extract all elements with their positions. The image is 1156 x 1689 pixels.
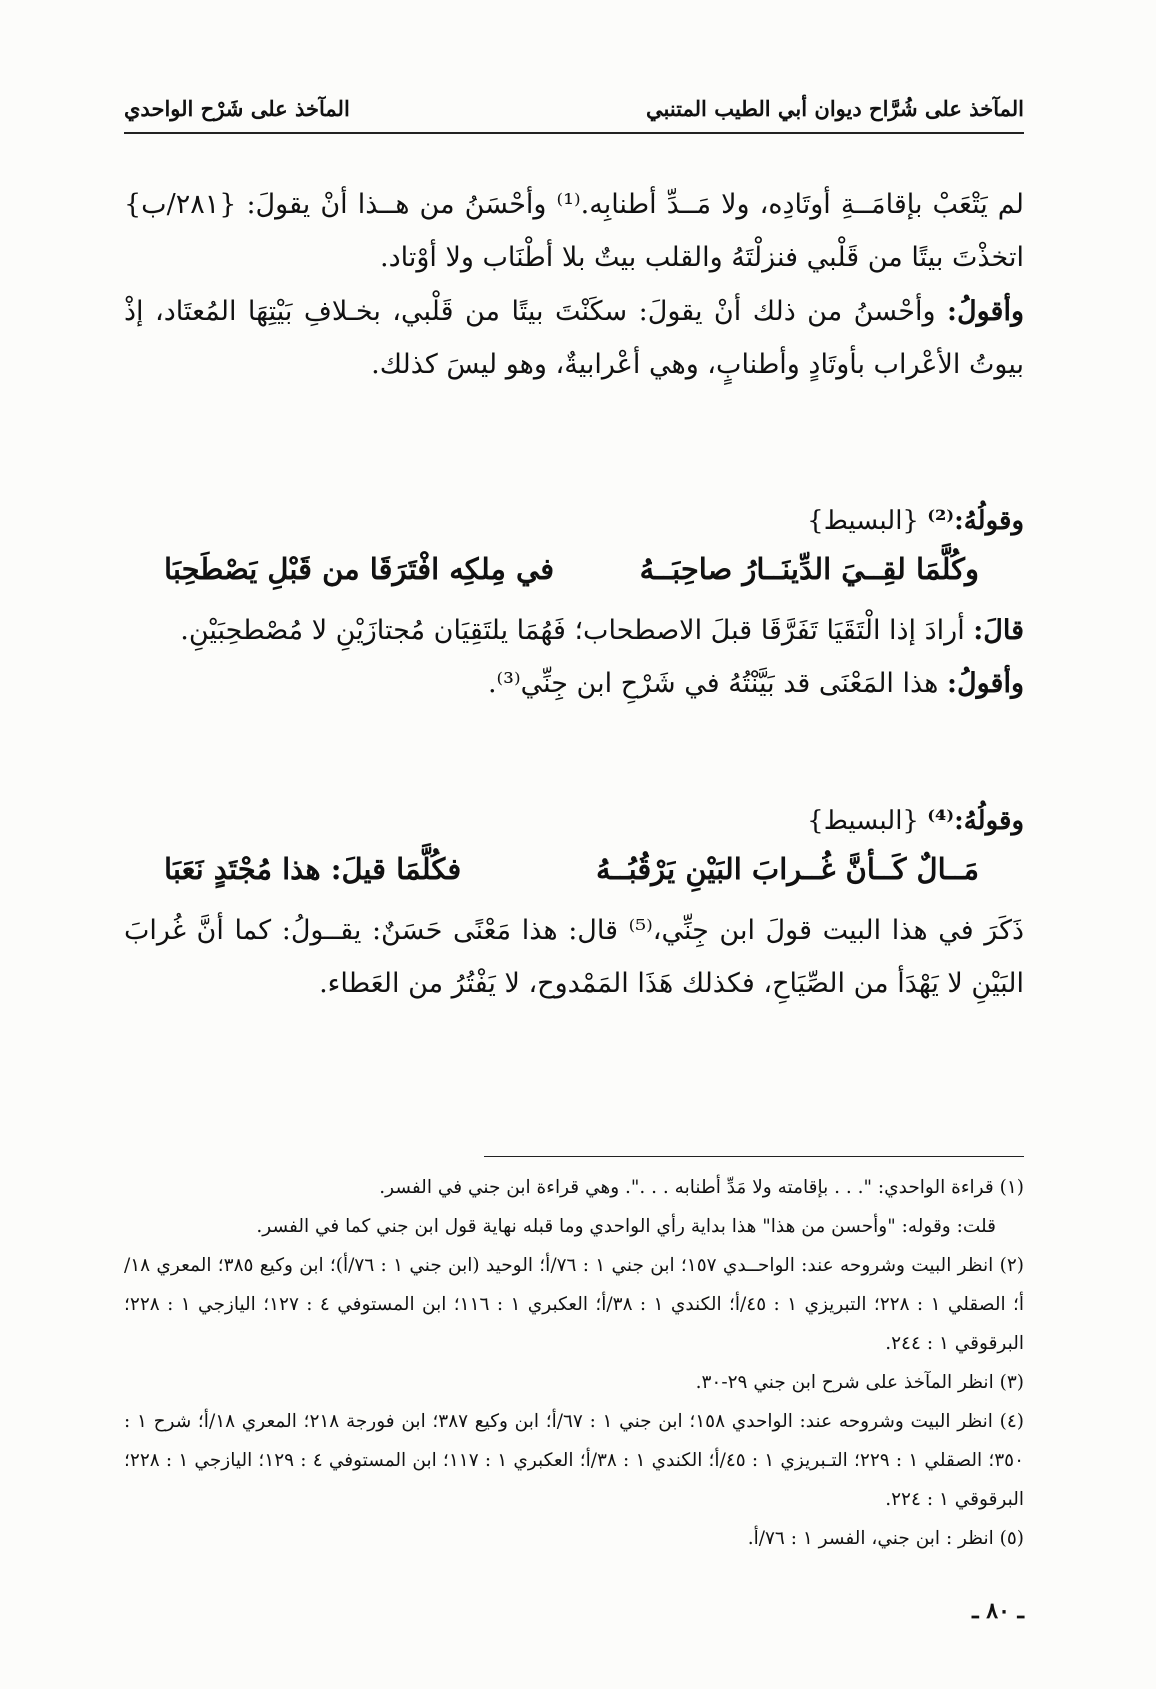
footnote-text: انظر : ابن جني، الفسر ١ : ٧٦/أ.	[747, 1528, 994, 1549]
footnote-text: قراءة الواحدي: ". . . بإقامته ولا مَدِّ أطنابه . . .". وهي قراءة ابن جني في الفسر.	[379, 1177, 994, 1198]
commentary-text: ذَكَرَ في هذا البيت قولَ ابن جِنِّي،⁽⁵⁾ قال: هذا مَعْنًى حَسَنٌ: يقــولُ: كما أنَّ غُرابَ البَيْنِ لا يَهْدَأ من الصِّيَاحِ، فكذلك هَذَا المَمْدوح، لا يَفْتُرُ من العَطاء.	[124, 915, 1025, 999]
aqul-label: وأقولُ:	[947, 668, 1024, 699]
verse-block-2	[124, 806, 1024, 1010]
footnote	[124, 1363, 1024, 1402]
footnote-text: انظر البيت وشروحه عند: الواحدي ١٥٨؛ ابن جني ١ : ٦٧/أ؛ ابن وكيع ٣٨٧؛ ابن فورجة ٢١٨؛ المعري ١٨/أ؛ شرح ١ : ٣٥٠؛ الصقلي ١ : ٢٢٩؛ التـبريزي ١ : ٤٥/أ؛ الكندي ١ : ٣٨/أ؛ العكبري ١ : ١١٧؛ ابن المستوفي ٤ : ١٢٩؛ اليازجي ١ : ٢٢٨؛ البرقوقي ١ : ٢٢٤.	[124, 1411, 1025, 1510]
footnote-number: (٥)	[999, 1528, 1024, 1549]
verse-line	[124, 552, 1024, 604]
commentary-qal	[124, 604, 1024, 657]
verse-intro-label: وقولُهُ:⁽⁴⁾	[927, 806, 1024, 836]
page-number: ـ ٨٠ ـ	[972, 1598, 1024, 1624]
meter-label: {البسيط}	[807, 806, 928, 836]
qal-text: أرادَ إذا الْتَقَيَا تَفَرَّقَا قبلَ الاصطحاب؛ فَهُمَا يلتَقِيَان مُجتازَيْنِ لا مُصْطحِبَيْنِ.	[180, 615, 974, 646]
verse-line	[124, 852, 1024, 904]
paragraph-2	[124, 285, 1024, 391]
verse-block-1	[124, 506, 1024, 710]
hemistich-first: وكُلَّمَا لقِــيَ الدِّينَــارُ صاحِبَــهُ	[639, 552, 979, 586]
running-header	[124, 88, 1024, 134]
footnote-continuation	[124, 1207, 1024, 1246]
verse-intro	[124, 506, 1024, 536]
hemistich-second: في مِلكِه افْتَرَقَا من قَبْلِ يَصْطَحِبَا	[164, 552, 555, 586]
hemistich-first: مَــالٌ كَــأنَّ غُــرابَ البَيْنِ يَرْقُبُــهُ	[596, 852, 979, 886]
qal-label: قالَ:	[973, 615, 1024, 646]
meter-label: {البسيط}	[807, 506, 928, 536]
footnotes	[124, 1168, 1024, 1558]
header-book-title: المآخذ على شُرَّاح ديوان أبي الطيب المتنبي	[646, 96, 1024, 121]
footnote-text: انظر المآخذ على شرح ابن جني ٢٩-٣٠.	[695, 1372, 994, 1393]
footnote-number: (١)	[999, 1177, 1024, 1198]
paragraph-1: لم يَتْعَبْ بإقامَــةِ أوتَادِه، ولا مَــدِّ أطنابِه.⁽¹⁾ وأحْسَنُ من هــذا أنْ يقولَ: {٢٨١/ب} اتخذْتَ بيتًا من قَلْبي فنزلْتَهُ والقلب بيتٌ بلا أطْنَاب ولا أوْتاد.	[124, 189, 1025, 273]
header-section-title: المآخذ على شَرْح الواحدي	[124, 96, 350, 121]
footnote-number: (٢)	[999, 1255, 1024, 1276]
footnote-number: (٤)	[999, 1411, 1025, 1432]
verse-intro	[124, 806, 1024, 836]
book-page	[124, 88, 1024, 1658]
verse-intro-label: وقولُهُ:⁽²⁾	[927, 506, 1024, 536]
footnote	[124, 1519, 1024, 1558]
footnote	[124, 1246, 1024, 1363]
footnote	[124, 1168, 1024, 1207]
footnote-text: قلت: وقوله: "وأحسن من هذا" هذا بداية رأي الواحدي وما قبله نهاية قول ابن جني كما في الفسر.	[256, 1216, 996, 1237]
footnote-divider	[484, 1156, 1024, 1157]
hemistich-second: فكُلَّمَا قيلَ: هذا مُجْتَدٍ نَعَبَا	[164, 852, 462, 886]
footnote	[124, 1402, 1024, 1519]
aqul-label: وأقولُ:	[947, 296, 1024, 327]
footnote-number: (٣)	[999, 1372, 1024, 1393]
commentary-aqul	[124, 657, 1024, 710]
aqul-text: هذا المَعْنَى قد بَيَّنْتُهُ في شَرْحِ ابن جِنِّي⁽³⁾.	[487, 668, 948, 699]
footnote-text: انظر البيت وشروحه عند: الواحــدي ١٥٧؛ ابن جني ١ : ٧٦/أ؛ الوحيد (ابن جني ١ : ٧٦/أ)؛ ابن وكيع ٣٨٥؛ المعري ١٨/أ؛ الصقلي ١ : ٢٢٨؛ التبريزي ١ : ٤٥/أ؛ الكندي ١ : ٣٨/أ؛ العكبري ١ : ١١٦؛ ابن المستوفي ٤ : ١٢٧؛ اليازجي ١ : ٢٢٨؛ البرقوقي ١ : ٢٤٤.	[124, 1255, 1025, 1354]
paragraph-2-text: وأحْسنُ من ذلك أنْ يقولَ: سكَنْتَ بيتًا من قَلْبي، بخـلافِ بَيْتِهَا المُعتَاد، إذْ بيوتُ الأعْراب بأوتَادٍ وأطنابٍ، وهي أعْرابيةٌ، وهو ليسَ كذلك.	[124, 296, 1024, 380]
